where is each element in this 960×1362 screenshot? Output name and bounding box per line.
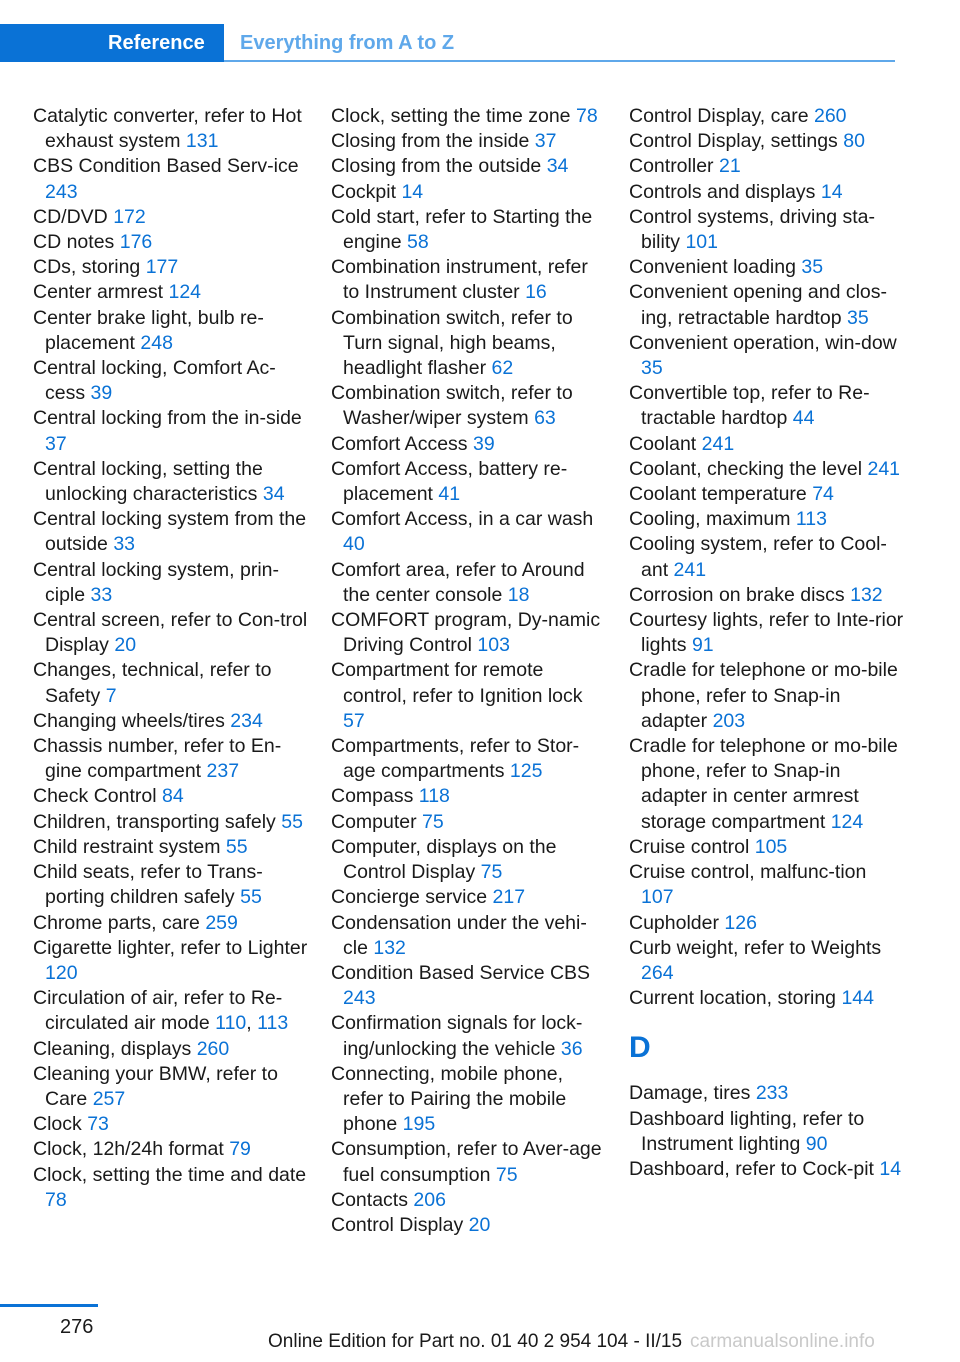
- index-entry: [33, 936, 308, 986]
- index-entry-text: Combination switch, refer to Washer/wiper system: [331, 382, 573, 430]
- index-entry: [33, 255, 308, 280]
- index-entry-text: CBS Condition Based Serv-ice: [33, 155, 299, 178]
- index-entry-text: Coolant: [629, 432, 697, 455]
- page-link[interactable]: 105: [754, 835, 788, 858]
- index-entry: [33, 1062, 308, 1112]
- page-link[interactable]: 36: [560, 1037, 583, 1060]
- page-link[interactable]: 172: [113, 205, 146, 228]
- index-entry: [629, 1157, 904, 1182]
- index-entry: [33, 457, 308, 507]
- index-entry-text: Child restraint system: [33, 835, 221, 858]
- page-link[interactable]: 74: [812, 483, 834, 506]
- index-entry-text: Dashboard, refer to Cock-pit: [629, 1157, 874, 1180]
- index-entry: [33, 507, 308, 557]
- index-entry-text: Contacts: [331, 1188, 408, 1211]
- page-link[interactable]: 241: [867, 457, 901, 480]
- index-entry: [629, 507, 904, 532]
- index-entry-text: Chrome parts, care: [33, 911, 200, 934]
- index-entry-text: CDs, storing: [33, 256, 141, 279]
- page-link[interactable]: 40: [343, 533, 365, 556]
- index-entry-text: Chassis number, refer to En-gine compartment: [33, 735, 282, 783]
- page-link[interactable]: 132: [373, 936, 406, 959]
- index-entry-text: Control Display: [331, 1213, 464, 1236]
- index-entry: [629, 154, 904, 179]
- page-link[interactable]: 132: [850, 583, 883, 606]
- page-link[interactable]: 75: [422, 810, 444, 833]
- page-link[interactable]: 80: [843, 130, 865, 153]
- index-entry: [331, 154, 606, 179]
- index-entry-text: Catalytic converter, refer to Hot exhaust system: [33, 105, 302, 153]
- page-link[interactable]: 264: [641, 961, 674, 984]
- edition-line: Online Edition for Part no. 01 40 2 954 104 - II/15: [268, 1331, 683, 1352]
- index-entry-text: Cockpit: [331, 180, 397, 203]
- index-entry: [331, 1137, 606, 1187]
- page-link[interactable]: 20: [114, 634, 137, 657]
- index-entry: [33, 406, 308, 456]
- index-entry-text: Central locking system from the outside: [33, 508, 307, 556]
- page-link[interactable]: 91: [691, 634, 714, 657]
- index-entry: [331, 835, 606, 885]
- page-link[interactable]: 39: [472, 432, 495, 455]
- page-link[interactable]: 101: [685, 231, 718, 254]
- index-entry: [33, 734, 308, 784]
- index-entry: [331, 911, 606, 961]
- page-link[interactable]: 34: [262, 483, 285, 506]
- index-entry: [33, 1112, 308, 1137]
- index-entry-text: Comfort Access, in a car wash: [331, 508, 594, 531]
- index-entry-text: Curb weight, refer to Weights: [629, 936, 882, 959]
- index-entry-text: Connecting, mobile phone, refer to Pairing the mobile phone: [331, 1062, 567, 1136]
- page-link[interactable]: 113: [795, 508, 827, 531]
- index-entry-text: CD/DVD: [33, 205, 108, 228]
- index-entry-text: Condition Based Service CBS: [331, 961, 591, 984]
- index-entry-text: Dashboard lighting, refer to Instrument lighting: [629, 1107, 865, 1155]
- index-entry: [33, 205, 308, 230]
- index-entry-text: Center brake light, bulb re-placement: [33, 306, 264, 354]
- index-entry: [331, 1213, 606, 1238]
- index-entry-text: Comfort Access, battery re-placement: [331, 457, 568, 506]
- page-header: [0, 24, 895, 62]
- index-entry: [331, 129, 606, 154]
- index-entry: [33, 306, 308, 356]
- page-link[interactable]: 35: [641, 357, 663, 380]
- page-link[interactable]: 7: [105, 684, 117, 707]
- index-entry: [629, 936, 904, 986]
- index-entry: [33, 835, 308, 860]
- index-entry-text: Control systems, driving sta-bility: [629, 205, 875, 254]
- index-entry: [331, 608, 606, 658]
- page-link[interactable]: 90: [805, 1132, 828, 1155]
- index-entry-text: Controls and displays: [629, 180, 816, 203]
- index-entry: [629, 457, 904, 482]
- index-entry-text: COMFORT program, Dy-namic Driving Control: [331, 609, 601, 657]
- index-entry: [629, 658, 904, 734]
- index-entry-text: Convenient opening and clos-ing, retractable hardtop: [629, 281, 888, 329]
- index-entry-text: Closing from the inside: [331, 130, 530, 153]
- page-link[interactable]: 120: [45, 961, 78, 984]
- index-entry: [629, 482, 904, 507]
- index-entry-text: Cleaning, displays: [33, 1037, 192, 1060]
- index-entry: [629, 860, 904, 910]
- index-column-3: [629, 104, 904, 1182]
- index-entry-text: Coolant temperature: [629, 483, 807, 506]
- page-link[interactable]: 248: [140, 331, 173, 354]
- page-link[interactable]: 33: [90, 583, 113, 606]
- index-entry-text: Comfort area, refer to Around the center console: [331, 558, 585, 606]
- index-entry-text: Compartments, refer to Stor-age compartments: [331, 735, 580, 783]
- page-link[interactable]: 55: [225, 835, 248, 858]
- index-entry-text: Concierge service: [331, 886, 488, 909]
- index-entry: [331, 558, 606, 608]
- page-link[interactable]: 260: [813, 105, 847, 127]
- page-link[interactable]: 58: [406, 231, 429, 254]
- page-link[interactable]: 14: [879, 1157, 902, 1180]
- index-entry: Circulation of air, refer to Re-circulated air mode 110, 113: [33, 987, 289, 1035]
- page-link[interactable]: 234: [230, 709, 263, 732]
- index-entry: [629, 129, 904, 154]
- header-section-title: Reference: [108, 32, 205, 54]
- index-entry: [331, 180, 606, 205]
- page-link[interactable]: 37: [45, 432, 67, 455]
- index-entry: [331, 507, 606, 557]
- page-link[interactable]: 62: [491, 357, 514, 380]
- index-entry: [331, 457, 606, 507]
- index-entry: [331, 885, 606, 910]
- index-entry-text: Cigarette lighter, refer to Lighter: [33, 936, 308, 959]
- page-link[interactable]: 259: [205, 911, 238, 934]
- page-link[interactable]: 16: [525, 281, 547, 304]
- index-entry: [33, 280, 308, 305]
- page-link[interactable]: 44: [792, 407, 815, 430]
- index-entry: [629, 205, 904, 255]
- page-link[interactable]: 203: [712, 709, 746, 732]
- index-entry-text: Control Display, settings: [629, 130, 838, 153]
- index-entry: [33, 860, 308, 910]
- page-link[interactable]: 57: [343, 709, 365, 732]
- index-entry: [629, 835, 904, 860]
- page-link[interactable]: 55: [240, 886, 262, 909]
- page-link[interactable]: 20: [468, 1213, 491, 1236]
- page-link[interactable]: 18: [507, 583, 530, 606]
- index-entry: [629, 986, 904, 1011]
- page-link[interactable]: 241: [673, 558, 707, 581]
- page-link[interactable]: 110: [215, 1012, 247, 1035]
- index-entry-text: Compartment for remote control, refer to Ignition lock: [331, 659, 583, 707]
- index-entry-text: Cradle for telephone or mo-bile phone, refer to Snap-in adapter: [629, 659, 898, 732]
- index-entry: [629, 280, 904, 330]
- index-entry: [33, 784, 308, 809]
- index-entry-text: Combination switch, refer to Turn signal, high beams, headlight flasher: [331, 306, 573, 380]
- index-entry-text: Central locking system, prin-ciple: [33, 558, 279, 606]
- index-entry: [331, 1188, 606, 1213]
- index-entry-text: Controller: [629, 155, 714, 178]
- index-entry: [331, 255, 606, 305]
- index-column-2: [331, 104, 606, 1238]
- index-entry-text: Compass: [331, 785, 414, 808]
- page-link[interactable]: 34: [546, 155, 569, 178]
- index-entry-text: Cradle for telephone or mo-bile phone, refer to Snap-in adapter in center armrest storage compartment: [629, 735, 898, 833]
- page-link[interactable]: 14: [401, 180, 424, 203]
- index-entry-text: Cruise control, malfunc-tion: [629, 861, 867, 884]
- index-entry: [331, 658, 606, 734]
- index-entry-text: Child seats, refer to Trans-porting children safely: [33, 861, 263, 909]
- page-link[interactable]: 243: [343, 987, 376, 1010]
- index-entry: [33, 558, 308, 608]
- page-link[interactable]: 257: [92, 1087, 126, 1110]
- index-column-1: [33, 104, 308, 1213]
- page-link[interactable]: 21: [718, 155, 741, 178]
- index-entry-text: Cold start, refer to Starting the engine: [331, 205, 593, 254]
- index-entry: [33, 911, 308, 936]
- index-entry-text: Corrosion on brake discs: [629, 583, 845, 606]
- index-entry: [33, 230, 308, 255]
- footer-rule: [0, 1304, 98, 1307]
- page-link[interactable]: 131: [185, 130, 219, 153]
- index-entry: [331, 734, 606, 784]
- page-link[interactable]: 176: [119, 231, 153, 254]
- index-entry: [629, 734, 904, 835]
- index-entry: [33, 658, 308, 708]
- index-entry: [629, 608, 904, 658]
- index-entry-text: Computer, displays on the Control Display: [331, 835, 557, 884]
- index-entry-text: Damage, tires: [629, 1082, 751, 1105]
- index-entry: [629, 432, 904, 457]
- page-link[interactable]: 75: [495, 1163, 518, 1186]
- index-entry: [629, 104, 904, 129]
- watermark: carmanualsonline.info: [690, 1331, 875, 1352]
- index-entry: [331, 104, 606, 129]
- page-link[interactable]: 84: [161, 785, 184, 808]
- index-entry-text: Clock, setting the time zone: [331, 105, 571, 127]
- page-link[interactable]: 79: [229, 1138, 251, 1161]
- header-rule: [224, 60, 895, 62]
- index-entry: [629, 1081, 904, 1106]
- index-entry-text: Clock, setting the time and date: [33, 1163, 307, 1186]
- page-link[interactable]: 177: [145, 256, 179, 279]
- page-link[interactable]: 241: [701, 432, 735, 455]
- page-link[interactable]: 35: [801, 256, 824, 279]
- index-entry: [33, 1037, 308, 1062]
- index-entry-text: Central screen, refer to Con-trol Display: [33, 609, 308, 657]
- index-entry: [33, 709, 308, 734]
- index-entry-text: Cruise control: [629, 835, 750, 858]
- index-entry-text: CD notes: [33, 231, 115, 254]
- index-entry: [33, 1163, 308, 1213]
- index-entry: [331, 961, 606, 1011]
- page-link[interactable]: 260: [196, 1037, 230, 1060]
- index-entry: [331, 381, 606, 431]
- page-link[interactable]: 107: [641, 886, 674, 909]
- index-entry-text: Cleaning your BMW, refer to Care: [33, 1062, 278, 1110]
- page-link[interactable]: 206: [413, 1188, 446, 1211]
- index-entry-text: Combination instrument, refer to Instrument cluster: [331, 256, 588, 304]
- index-entry-text: Control Display, care: [629, 105, 809, 127]
- index-entry-text: Changing wheels/tires: [33, 709, 225, 732]
- index-entry-text: Convenient operation, win-dow: [629, 331, 897, 354]
- index-entry-text: Children, transporting safely: [33, 810, 276, 833]
- page-number: 276: [60, 1316, 94, 1338]
- page-link[interactable]: 118: [418, 785, 450, 808]
- index-entry: [629, 532, 904, 582]
- index-entry-text: Center armrest: [33, 281, 164, 304]
- index-entry: [629, 255, 904, 280]
- index-entry-text: Confirmation signals for lock-ing/unlocking the vehicle: [331, 1012, 583, 1060]
- page-link[interactable]: 75: [480, 861, 503, 884]
- index-entry-text: Condensation under the vehi-cle: [331, 911, 587, 959]
- page-link[interactable]: 14: [820, 180, 843, 203]
- index-entry: [629, 381, 904, 431]
- index-entry-text: Central locking from the in-side: [33, 407, 302, 430]
- section-letter: D: [629, 1031, 651, 1065]
- index-entry: [331, 1062, 606, 1138]
- index-entry-text: Central locking, Comfort Ac-cess: [33, 357, 276, 405]
- page-link[interactable]: 33: [113, 533, 136, 556]
- index-entry-text: Courtesy lights, refer to Inte-rior lights: [629, 609, 904, 657]
- page-link[interactable]: 37: [534, 130, 557, 153]
- index-entry-text: Clock: [33, 1113, 82, 1136]
- page-link[interactable]: 41: [438, 483, 461, 506]
- index-entry-text: Central locking, setting the unlocking characteristics: [33, 457, 263, 506]
- page-link[interactable]: 113: [257, 1012, 289, 1035]
- page-link[interactable]: 237: [206, 760, 240, 783]
- page-link[interactable]: 126: [724, 911, 757, 934]
- index-entry: [33, 104, 308, 154]
- index-entry: [331, 810, 606, 835]
- index-entry-text: Current location, storing: [629, 987, 837, 1010]
- index-entry: [629, 583, 904, 608]
- header-subsection-title: Everything from A to Z: [240, 32, 455, 54]
- index-entry-text: Clock, 12h/24h format: [33, 1138, 224, 1161]
- page-link[interactable]: 233: [755, 1082, 789, 1105]
- index-entry-text: Coolant, checking the level: [629, 457, 863, 480]
- index-entry: [331, 1011, 606, 1061]
- page-link[interactable]: 35: [846, 306, 869, 329]
- index-entry-text: Cupholder: [629, 911, 719, 934]
- index-entry: [33, 608, 308, 658]
- page-link[interactable]: 124: [830, 810, 864, 833]
- index-entry-text: Changes, technical, refer to Safety: [33, 659, 272, 707]
- index-entry-text: Closing from the outside: [331, 155, 542, 178]
- index-entry: [331, 784, 606, 809]
- index-entry: [33, 154, 308, 204]
- index-entry-text: Circulation of air, refer to Re-circulated air mode: [33, 987, 283, 1035]
- index-entry: [629, 1107, 904, 1157]
- index-entry: [331, 306, 606, 382]
- page-link[interactable]: 243: [45, 180, 78, 203]
- index-entry-text: Convenient loading: [629, 256, 796, 279]
- index-entry: [33, 810, 308, 835]
- index-entry-text: Cooling, maximum: [629, 508, 791, 531]
- index-entry: [629, 331, 904, 381]
- page-link[interactable]: 103: [477, 634, 510, 657]
- index-entry-text: Consumption, refer to Aver-age fuel consumption: [331, 1138, 602, 1186]
- index-entry: [331, 432, 606, 457]
- index-entry-text: Convertible top, refer to Re-tractable hardtop: [629, 382, 870, 430]
- page-link[interactable]: 144: [841, 987, 874, 1010]
- index-entry-text: Comfort Access: [331, 432, 468, 455]
- page-link[interactable]: 63: [534, 407, 556, 430]
- page-link[interactable]: 39: [90, 382, 113, 405]
- page-link[interactable]: 124: [168, 281, 202, 304]
- index-entry: [33, 356, 308, 406]
- index-entry-text: Cooling system, refer to Cool-ant: [629, 533, 887, 581]
- page-link[interactable]: 73: [87, 1113, 109, 1136]
- index-entry: [629, 180, 904, 205]
- page-link[interactable]: 195: [402, 1113, 436, 1136]
- page-link[interactable]: 55: [281, 810, 303, 833]
- index-entry: [629, 911, 904, 936]
- index-entry: [331, 205, 606, 255]
- page-link[interactable]: 217: [492, 886, 526, 909]
- page-link[interactable]: 125: [509, 760, 543, 783]
- index-entry-text: Check Control: [33, 785, 157, 808]
- page-link[interactable]: 78: [575, 105, 598, 127]
- page-link[interactable]: 78: [45, 1188, 67, 1211]
- index-entry-text: Computer: [331, 810, 417, 833]
- index-entry: [33, 1137, 308, 1162]
